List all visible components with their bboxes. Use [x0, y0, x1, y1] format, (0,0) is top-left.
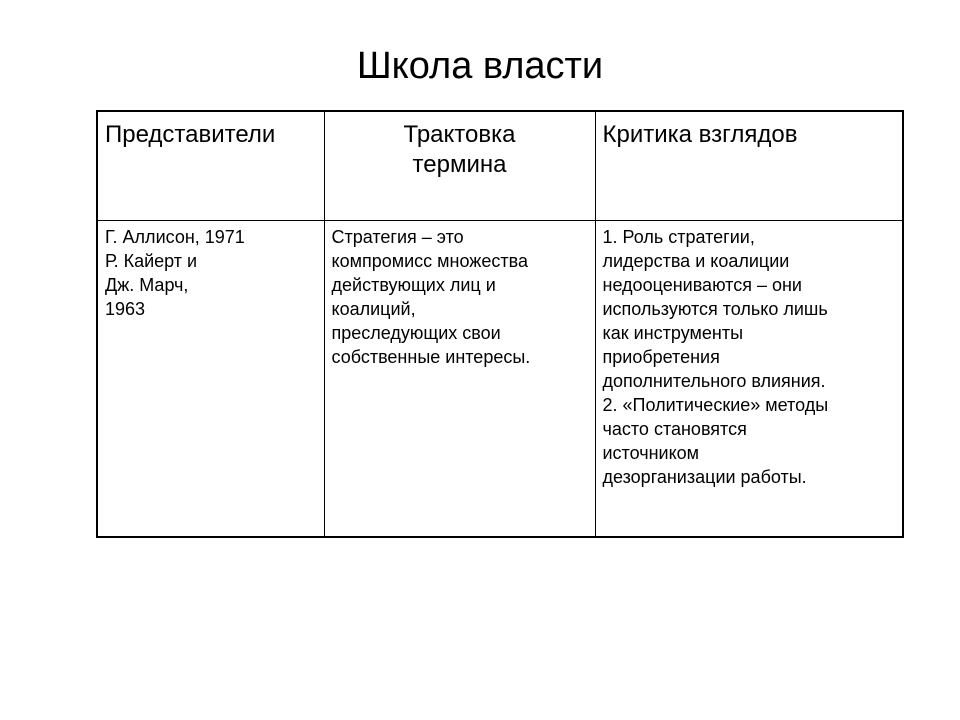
cell-text-line: 1963 — [105, 299, 146, 319]
header-interpretation-line-2: термина — [412, 151, 507, 178]
power-school-table — [96, 110, 904, 538]
cell-text-line: как инструменты — [602, 323, 744, 343]
cell-text-line: дезорганизации работы. — [602, 467, 807, 487]
cell-text-line: часто становятся — [602, 419, 747, 439]
header-interpretation-line-1: Трактовка — [403, 121, 516, 148]
cell-text-line: преследующих свои — [331, 323, 501, 343]
cell-text-line: 1. Роль стратегии, — [602, 227, 755, 247]
cell-text-line: Г. Аллисон, 1971 — [105, 227, 245, 247]
cell-text-line: 2. «Политические» методы — [602, 395, 829, 415]
cell-text-line: Стратегия – это — [331, 227, 464, 247]
cell-representatives — [97, 221, 324, 538]
cell-text-line: недооцениваются – они — [602, 275, 802, 295]
cell-text-line: дополнительного влияния. — [602, 371, 826, 391]
cell-text-line: коалиций, — [331, 299, 416, 319]
cell-interpretation — [324, 221, 595, 538]
cell-text-line: Дж. Марч, — [105, 275, 189, 295]
header-criticism — [595, 111, 903, 221]
header-interpretation — [324, 111, 595, 221]
table-header-row — [97, 111, 903, 221]
cell-text-line: действующих лиц и — [331, 275, 496, 295]
header-representatives — [97, 111, 324, 221]
table-row — [97, 221, 903, 538]
header-representatives-text: Представители — [105, 121, 276, 148]
header-criticism-text: Критика взглядов — [602, 121, 798, 148]
cell-text-line: источником — [602, 443, 700, 463]
cell-criticism — [595, 221, 903, 538]
cell-text-line: Р. Кайерт и — [105, 251, 198, 271]
cell-text-line: собственные интересы. — [331, 347, 531, 367]
cell-text-line: лидерства и коалиции — [602, 251, 790, 271]
cell-text-line: используются только лишь — [602, 299, 828, 319]
cell-text-line: приобретения — [602, 347, 720, 367]
cell-text-line: компромисс множества — [331, 251, 528, 271]
slide-title: Школа власти — [356, 45, 604, 87]
